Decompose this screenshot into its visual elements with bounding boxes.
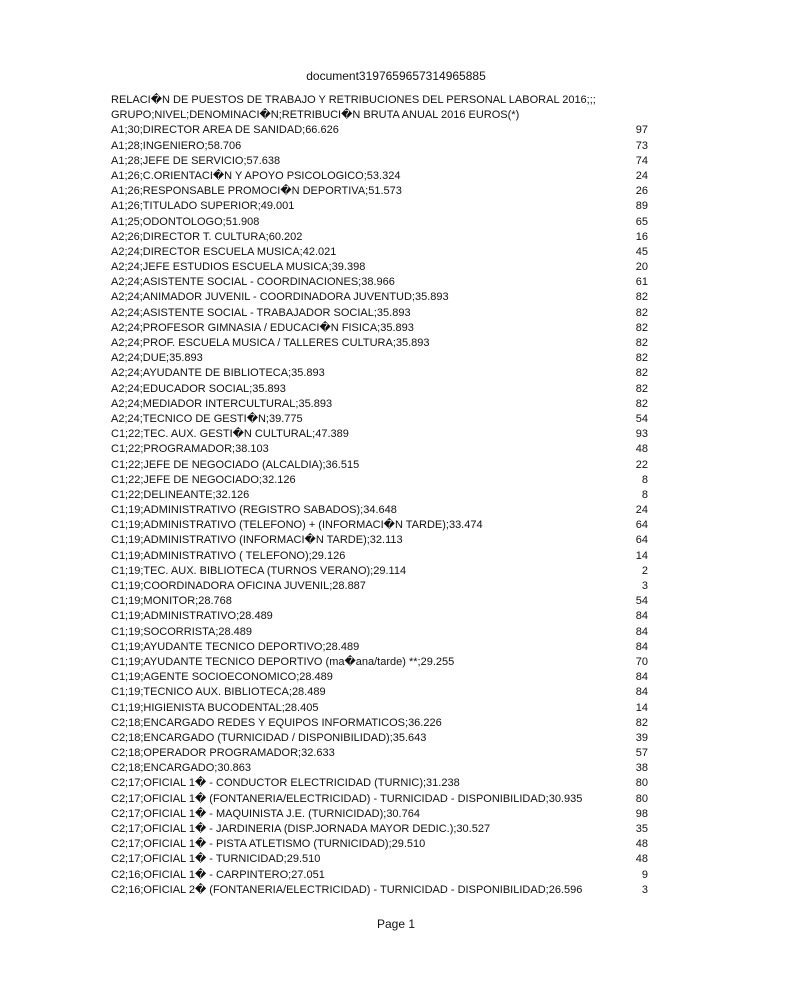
row-text: A1;26;C.ORIENTACI�N Y APOYO PSICOLOGICO;53.324 [111, 169, 401, 182]
row-number: 14 [635, 701, 648, 714]
row-text: C2;18;ENCARGADO;30.863 [111, 762, 252, 775]
table-row [111, 336, 648, 351]
row-text: C1;19;HIGIENISTA BUCODENTAL;28.405 [111, 701, 319, 714]
table-row [111, 518, 648, 533]
row-text: C1;19;AYUDANTE TECNICO DEPORTIVO (ma�ana/tarde) **;29.255 [111, 655, 455, 668]
table-row [111, 579, 648, 594]
row-number: 22 [635, 458, 648, 471]
row-text: C2;17;OFICIAL 1� - MAQUINISTA J.E. (TURNICIDAD);30.764 [111, 807, 420, 820]
row-text: A2;24;DUE;35.893 [111, 352, 203, 365]
row-text: A1;28;INGENIERO;58.706 [111, 139, 242, 152]
row-text: C1;19;ADMINISTRATIVO (INFORMACI�N TARDE);32.113 [111, 534, 403, 547]
row-text: A2;24;DIRECTOR ESCUELA MUSICA;42.021 [111, 245, 337, 258]
table-row [111, 533, 648, 548]
row-text: A1;26;RESPONSABLE PROMOCI�N DEPORTIVA;51.573 [111, 185, 402, 198]
row-text: C2;17;OFICIAL 1� - PISTA ATLETISMO (TURNICIDAD);29.510 [111, 838, 426, 851]
row-number: 8 [641, 488, 648, 501]
table-row [111, 670, 648, 685]
row-text: C2;18;ENCARGADO (TURNICIDAD / DISPONIBILIDAD);35.643 [111, 731, 427, 744]
table-row [111, 761, 648, 776]
row-number: 73 [635, 139, 648, 152]
row-number: 3 [641, 883, 648, 896]
row-text: C2;16;OFICIAL 1� - CARPINTERO;27.051 [111, 868, 325, 881]
row-text: A2;24;AYUDANTE DE BIBLIOTECA;35.893 [111, 367, 325, 380]
row-number: 65 [635, 215, 648, 228]
row-text: C2;18;ENCARGADO REDES Y EQUIPOS INFORMATICOS;36.226 [111, 716, 442, 729]
row-number: 45 [635, 245, 648, 258]
row-text: C1;22;PROGRAMADOR;38.103 [111, 443, 269, 456]
row-number: 14 [635, 549, 648, 562]
row-text: C1;19;SOCORRISTA;28.489 [111, 625, 253, 638]
row-number: 84 [635, 671, 648, 684]
row-number: 24 [635, 169, 648, 182]
table-row [111, 442, 648, 457]
row-number: 48 [635, 443, 648, 456]
table-header [111, 93, 671, 123]
row-number: 82 [635, 397, 648, 410]
table-row [111, 184, 648, 199]
table-row [111, 412, 648, 427]
row-text: A1;30;DIRECTOR AREA DE SANIDAD;66.626 [111, 124, 339, 137]
table-row [111, 397, 648, 412]
table-row [111, 822, 648, 837]
table-row [111, 427, 648, 442]
row-number: 97 [635, 124, 648, 137]
table-row [111, 123, 648, 138]
row-text: C1;19;TEC. AUX. BIBLIOTECA (TURNOS VERANO);29.114 [111, 564, 407, 577]
row-text: C1;22;DELINEANTE;32.126 [111, 488, 250, 501]
table-row [111, 716, 648, 731]
row-text: A1;28;JEFE DE SERVICIO;57.638 [111, 154, 281, 167]
row-text: A2;24;ASISTENTE SOCIAL - COORDINACIONES;38.966 [111, 276, 395, 289]
row-text: C1;19;AGENTE SOCIOECONOMICO;28.489 [111, 671, 333, 684]
row-number: 20 [635, 261, 648, 274]
table-row [111, 883, 648, 898]
row-number: 2 [641, 564, 648, 577]
table-row [111, 731, 648, 746]
table-row [111, 260, 648, 275]
table-row [111, 685, 648, 700]
row-text: C2;17;OFICIAL 1� - JARDINERIA (DISP.JORNADA MAYOR DEDIC.);30.527 [111, 823, 491, 836]
row-number: 82 [635, 337, 648, 350]
row-text: C2;17;OFICIAL 1� (FONTANERIA/ELECTRICIDAD) - TURNICIDAD - DISPONIBILIDAD;30.935 [111, 792, 583, 805]
row-text: C2;18;OPERADOR PROGRAMADOR;32.633 [111, 747, 335, 760]
table-row [111, 382, 648, 397]
row-number: 74 [635, 154, 648, 167]
table-row [111, 640, 648, 655]
row-text: C1;19;MONITOR;28.768 [111, 595, 232, 608]
table-row [111, 655, 648, 670]
row-number: 82 [635, 352, 648, 365]
row-number: 80 [635, 777, 648, 790]
table-row [111, 792, 648, 807]
row-number: 98 [635, 807, 648, 820]
row-number: 80 [635, 792, 648, 805]
table-row [111, 837, 648, 852]
row-number: 48 [635, 838, 648, 851]
row-text: A2;24;TECNICO DE GESTI�N;39.775 [111, 412, 303, 425]
table-row [111, 609, 648, 624]
table-row [111, 564, 648, 579]
row-text: A2;24;MEDIADOR INTERCULTURAL;35.893 [111, 397, 333, 410]
row-number: 84 [635, 610, 648, 623]
row-number: 82 [635, 367, 648, 380]
row-text: A2;24;PROFESOR GIMNASIA / EDUCACI�N FISICA;35.893 [111, 321, 414, 334]
row-number: 82 [635, 306, 648, 319]
row-text: A1;25;ODONTOLOGO;51.908 [111, 215, 260, 228]
row-text: C1;19;ADMINISTRATIVO (REGISTRO SABADOS);34.648 [111, 504, 397, 517]
table-row [111, 290, 648, 305]
row-number: 82 [635, 716, 648, 729]
row-number: 84 [635, 640, 648, 653]
row-number: 9 [641, 868, 648, 881]
table-row [111, 351, 648, 366]
row-text: C1;19;AYUDANTE TECNICO DEPORTIVO;28.489 [111, 640, 360, 653]
table-row [111, 306, 648, 321]
row-number: 70 [635, 655, 648, 668]
table-row [111, 321, 648, 336]
row-number: 54 [635, 412, 648, 425]
table-row [111, 594, 648, 609]
table-row [111, 245, 648, 260]
row-number: 8 [641, 473, 648, 486]
table-row [111, 701, 648, 716]
row-number: 26 [635, 185, 648, 198]
table-row [111, 366, 648, 381]
row-number: 82 [635, 291, 648, 304]
row-number: 35 [635, 823, 648, 836]
row-text: A2;26;DIRECTOR T. CULTURA;60.202 [111, 230, 303, 243]
table-row [111, 199, 648, 214]
row-number: 38 [635, 762, 648, 775]
row-text: C1;19;TECNICO AUX. BIBLIOTECA;28.489 [111, 686, 326, 699]
row-text: C2;16;OFICIAL 2� (FONTANERIA/ELECTRICIDAD) - TURNICIDAD - DISPONIBILIDAD;26.596 [111, 883, 583, 896]
table-row [111, 746, 648, 761]
column-headers: GRUPO;NIVEL;DENOMINACI�N;RETRIBUCI�N BRUTA ANUAL 2016 EUROS(*) [111, 109, 520, 122]
row-text: A2;24;ANIMADOR JUVENIL - COORDINADORA JUVENTUD;35.893 [111, 291, 449, 304]
row-text: C1;22;TEC. AUX. GESTI�N CULTURAL;47.389 [111, 428, 349, 441]
row-text: C1;19;ADMINISTRATIVO ( TELEFONO);29.126 [111, 549, 346, 562]
row-number: 64 [635, 519, 648, 532]
report-heading: RELACI�N DE PUESTOS DE TRABAJO Y RETRIBUCIONES DEL PERSONAL LABORAL 2016;;; [111, 94, 596, 106]
row-number: 84 [635, 625, 648, 638]
table-row [111, 776, 648, 791]
table-row [111, 807, 648, 822]
row-number: 48 [635, 853, 648, 866]
row-number: 61 [635, 276, 648, 289]
table-row [111, 473, 648, 488]
row-text: A2;24;EDUCADOR SOCIAL;35.893 [111, 382, 286, 395]
row-number: 64 [635, 534, 648, 547]
table-row [111, 458, 648, 473]
row-text: C2;17;OFICIAL 1� - TURNICIDAD;29.510 [111, 853, 321, 866]
row-number: 16 [635, 230, 648, 243]
table-row [111, 852, 648, 867]
row-text: C1;19;ADMINISTRATIVO;28.489 [111, 610, 273, 623]
row-number: 82 [635, 321, 648, 334]
row-number: 24 [635, 504, 648, 517]
document-title: document3197659657314965885 [306, 69, 486, 83]
table-row [111, 868, 648, 883]
page-number: Page 1 [376, 917, 416, 931]
row-text: A2;24;PROF. ESCUELA MUSICA / TALLERES CULTURA;35.893 [111, 337, 430, 350]
row-number: 57 [635, 747, 648, 760]
row-number: 89 [635, 200, 648, 213]
positions-list [111, 123, 648, 898]
row-number: 3 [641, 580, 648, 593]
row-text: A1;26;TITULADO SUPERIOR;49.001 [111, 200, 295, 213]
row-number: 93 [635, 428, 648, 441]
row-text: C1;22;JEFE DE NEGOCIADO;32.126 [111, 473, 296, 486]
table-row [111, 549, 648, 564]
table-row [111, 230, 648, 245]
row-text: C2;17;OFICIAL 1� - CONDUCTOR ELECTRICIDAD (TURNIC);31.238 [111, 777, 460, 790]
table-row [111, 503, 648, 518]
table-row [111, 215, 648, 230]
row-text: A2;24;ASISTENTE SOCIAL - TRABAJADOR SOCIAL;35.893 [111, 306, 411, 319]
row-number: 84 [635, 686, 648, 699]
row-number: 54 [635, 595, 648, 608]
table-row [111, 275, 648, 290]
table-row [111, 488, 648, 503]
table-row [111, 139, 648, 154]
table-row [111, 154, 648, 169]
row-text: C1;19;COORDINADORA OFICINA JUVENIL;28.887 [111, 580, 366, 593]
table-row [111, 169, 648, 184]
row-text: C1;19;ADMINISTRATIVO (TELEFONO) + (INFORMACI�N TARDE);33.474 [111, 519, 483, 532]
table-row [111, 625, 648, 640]
row-text: C1;22;JEFE DE NEGOCIADO (ALCALDIA);36.515 [111, 458, 360, 471]
row-number: 39 [635, 731, 648, 744]
row-text: A2;24;JEFE ESTUDIOS ESCUELA MUSICA;39.398 [111, 261, 366, 274]
row-number: 82 [635, 382, 648, 395]
